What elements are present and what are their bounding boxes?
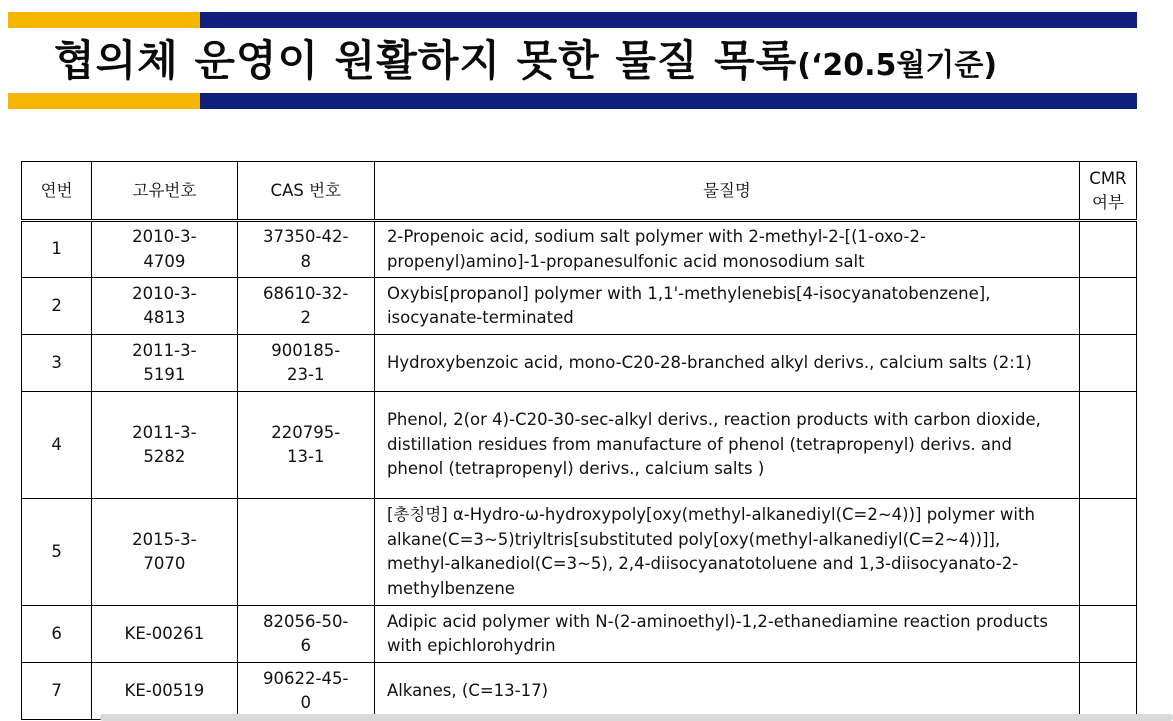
table-row: [22, 499, 1137, 606]
col-header-cas: CAS 번호: [237, 162, 374, 221]
cell-cmr: [1079, 663, 1136, 720]
cell-cas: 82056-50- 6: [237, 606, 374, 663]
table-row: [22, 221, 1137, 278]
table-row: [22, 606, 1137, 663]
cell-id: KE-00519: [92, 663, 237, 720]
cell-cmr: [1079, 278, 1136, 335]
cell-cas: 900185- 23-1: [237, 335, 374, 392]
cell-substance-name: 2-Propenoic acid, sodium salt polymer with 2-methyl-2-[(1-oxo-2-propenyl)amino]-1-propanesulfonic acid monosodium salt: [374, 221, 1079, 278]
table-row: [22, 278, 1137, 335]
col-header-cmr: CMR 여부: [1079, 162, 1136, 221]
cell-substance-name: Hydroxybenzoic acid, mono-C20-28-branched alkyl derivs., calcium salts (2:1): [374, 335, 1079, 392]
table-row: [22, 392, 1137, 499]
cell-cmr: [1079, 499, 1136, 606]
col-header-number: 연번: [22, 162, 92, 221]
accent-bar-navy-top: [200, 12, 1137, 28]
col-header-substance-name: 물질명: [374, 162, 1079, 221]
accent-bar-yellow-bottom: [8, 93, 200, 109]
page-title: [54, 30, 997, 90]
cell-substance-name: Alkanes, (C=13-17): [374, 663, 1079, 720]
cell-number: 5: [22, 499, 92, 606]
cell-id: 2010-3- 4813: [92, 278, 237, 335]
title-banner: [0, 0, 1173, 112]
cell-id: 2010-3- 4709: [92, 221, 237, 278]
cell-cas: 37350-42- 8: [237, 221, 374, 278]
cell-cmr: [1079, 606, 1136, 663]
cell-cmr: [1079, 392, 1136, 499]
cell-cas: 68610-32- 2: [237, 278, 374, 335]
horizontal-scrollbar[interactable]: [100, 714, 1173, 721]
cell-cas: [237, 499, 374, 606]
cell-cmr: [1079, 335, 1136, 392]
cell-number: 1: [22, 221, 92, 278]
cell-cas: 220795- 13-1: [237, 392, 374, 499]
page-title-suffix: (‘20.5월기준): [797, 48, 998, 83]
cell-id: 2015-3- 7070: [92, 499, 237, 606]
col-header-id: 고유번호: [92, 162, 237, 221]
cell-substance-name: Phenol, 2(or 4)-C20-30-sec-alkyl derivs., reaction products with carbon dioxide, distillation residues from manufacture of phenol (tetrapropenyl) derivs. and phenol (tetrapropenyl) derivs., calcium salts ): [374, 392, 1079, 499]
accent-bar-yellow-top: [8, 12, 200, 28]
cell-number: 3: [22, 335, 92, 392]
table-row: [22, 663, 1137, 720]
cell-cmr: [1079, 221, 1136, 278]
cell-id: KE-00261: [92, 606, 237, 663]
cell-substance-name: Adipic acid polymer with N-(2-aminoethyl)-1,2-ethanediamine reaction products with epichlorohydrin: [374, 606, 1079, 663]
page-title-main: 협의체 운영이 원활하지 못한 물질 목록: [54, 36, 798, 85]
cell-number: 7: [22, 663, 92, 720]
table-header-row: [22, 162, 1137, 221]
cell-cas: 90622-45- 0: [237, 663, 374, 720]
cell-id: 2011-3- 5282: [92, 392, 237, 499]
substance-table: [21, 161, 1137, 720]
table-body: [22, 221, 1137, 720]
cell-number: 6: [22, 606, 92, 663]
cell-substance-name: [총칭명] α-Hydro-ω-hydroxypoly[oxy(methyl-alkanediyl(C=2~4))] polymer with alkane(C=3~5)triyltris[substituted poly[oxy(methyl-alkanediyl(C=2~4))]], methyl-alkanediol(C=3~5), 2,4-diisocyanatotoluene and 1,3-diisocyanato-2-methylbenzene: [374, 499, 1079, 606]
cell-number: 2: [22, 278, 92, 335]
cell-id: 2011-3- 5191: [92, 335, 237, 392]
accent-bar-navy-bottom: [200, 93, 1137, 109]
table-row: [22, 335, 1137, 392]
cell-substance-name: Oxybis[propanol] polymer with 1,1'-methylenebis[4-isocyanatobenzene], isocyanate-terminated: [374, 278, 1079, 335]
cell-number: 4: [22, 392, 92, 499]
